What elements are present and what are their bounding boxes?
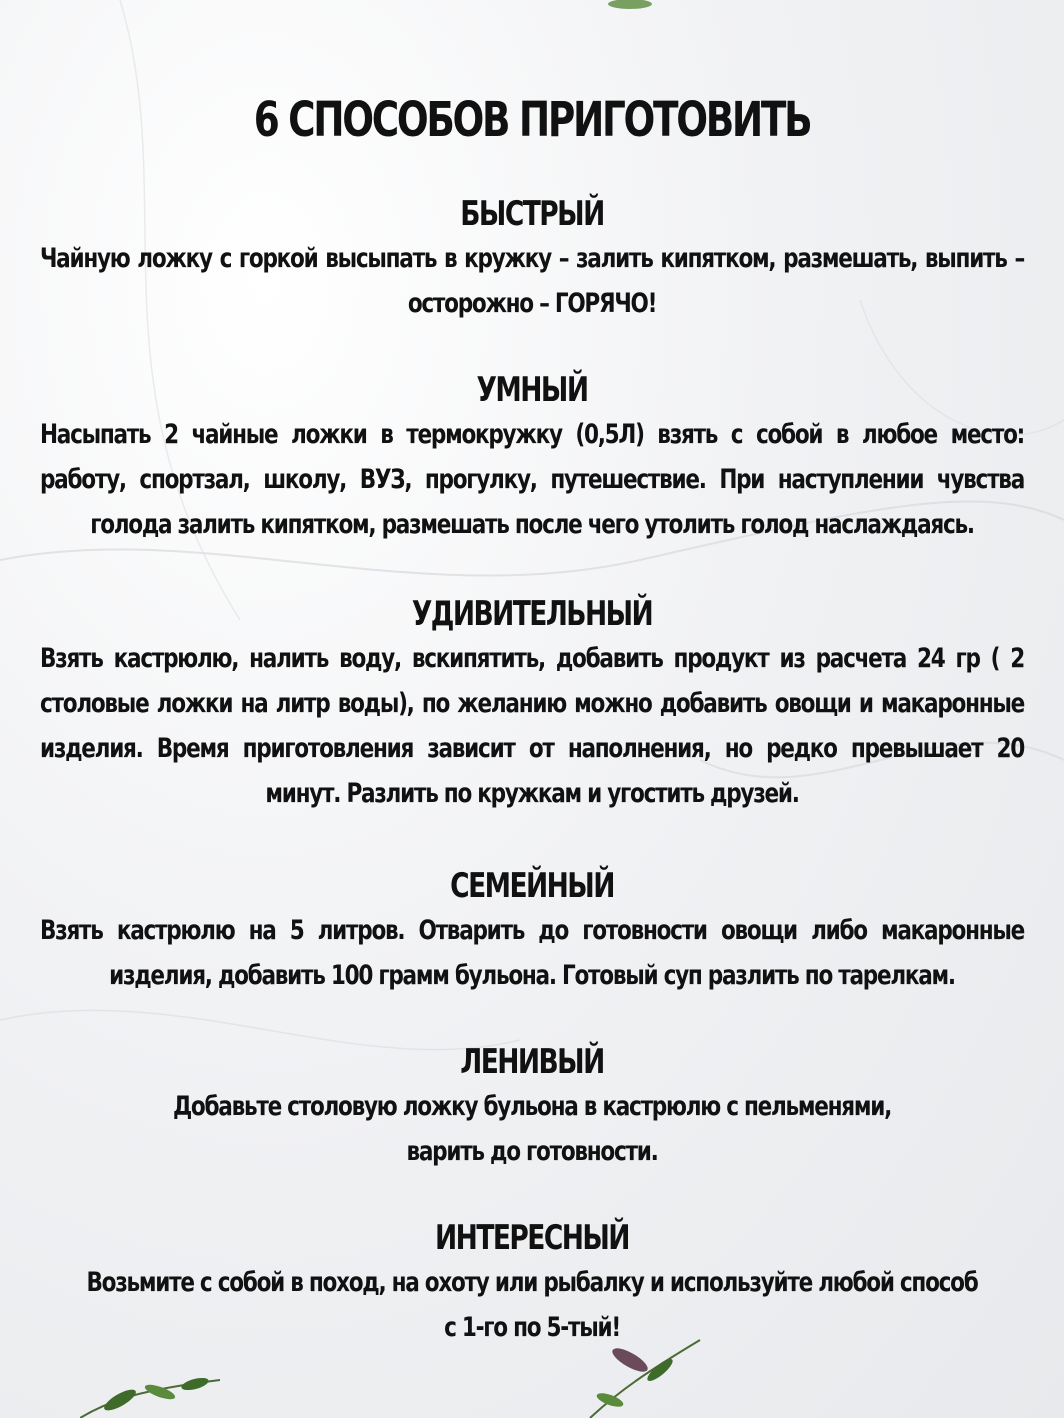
section-heading: ИНТЕРЕСНЫЙ bbox=[435, 1218, 629, 1258]
section-heading: УДИВИТЕЛЬНЫЙ bbox=[411, 594, 653, 634]
section-text-line: варить до готовности. bbox=[406, 1136, 658, 1167]
section-lazy bbox=[40, 1040, 1024, 1174]
section-text-line: Добавьте столовую ложку бульона в кастрюлю с пельменями, bbox=[172, 1091, 892, 1122]
section-text-line: Возьмите с собой в поход, на охоту или рыбалку и используйте любой способ bbox=[86, 1267, 978, 1298]
section-text: Взять кастрюлю, налить воду, вскипятить, добавить продукт из расчета 24 гр ( 2 столовые ложки на литр воды), по желанию можно добавить овощи и макаронные изделия. Время приготовления зависит от наполнения, но редко превышает 20 минут. Разлить по кружкам и угостить друзей. bbox=[40, 643, 1024, 809]
section-family bbox=[40, 864, 1024, 998]
section-text-line: с 1-го по 5-тый! bbox=[444, 1312, 620, 1343]
section-fast bbox=[40, 192, 1024, 326]
section-amazing bbox=[40, 592, 1024, 816]
page-title: 6 СПОСОБОВ ПРИГОТОВИТЬ bbox=[253, 92, 811, 148]
section-text: Насыпать 2 чайные ложки в термокружку (0,5Л) взять с собой в любое место: работу, спортзал, школу, ВУЗ, прогулку, путешествие. При наступлении чувства голода залить кипятком, размешать после чего утолить голод наслаждаясь. bbox=[40, 419, 1024, 540]
section-heading: СЕМЕЙНЫЙ bbox=[450, 866, 614, 906]
section-smart bbox=[40, 368, 1024, 547]
section-heading: УМНЫЙ bbox=[476, 370, 588, 410]
section-text: Чайную ложку с горкой высыпать в кружку – залить кипятком, размешать, выпить – осторожно – ГОРЯЧО! bbox=[40, 243, 1024, 319]
section-text: Взять кастрюлю на 5 литров. Отварить до готовности овощи либо макаронные изделия, добавить 100 грамм бульона. Готовый суп разлить по тарелкам. bbox=[40, 915, 1024, 991]
section-interesting bbox=[40, 1216, 1024, 1350]
section-heading: БЫСТРЫЙ bbox=[460, 194, 604, 234]
section-heading: ЛЕНИВЫЙ bbox=[460, 1042, 604, 1082]
